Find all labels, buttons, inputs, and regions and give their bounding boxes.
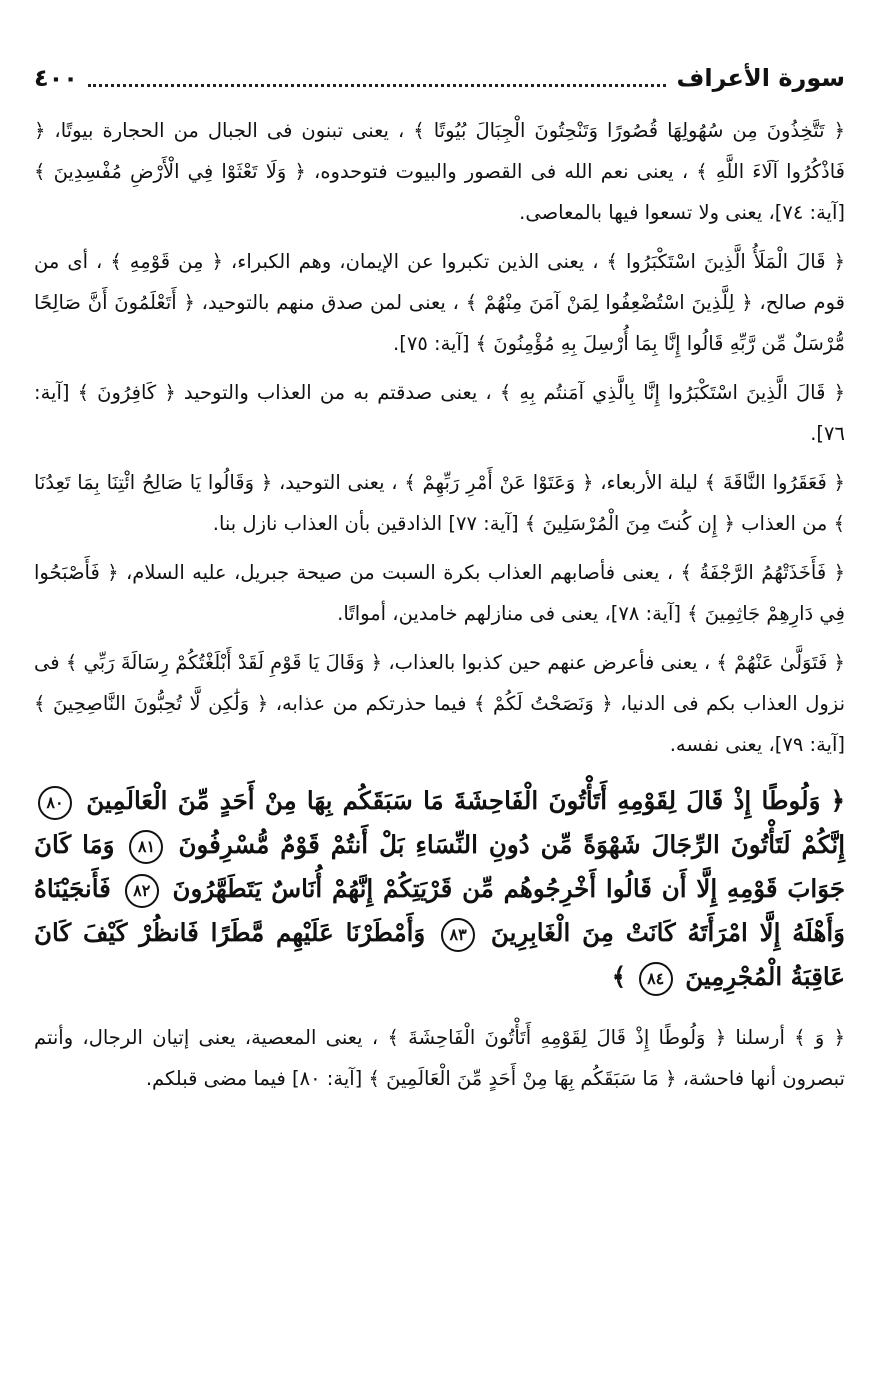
ayah-number-marker: ٨٠ xyxy=(38,786,72,820)
quran-verse-block xyxy=(34,779,845,999)
commentary-paragraph-4: ﴿ فَعَقَرُوا النَّاقَةَ ﴾ ليلة الأربعاء، ﴿ وَعَتَوْا عَنْ أَمْرِ رَبِّهِمْ ﴾ ، يعنى التوحيد، ﴿ وَقَالُوا يَا صَالِحُ ائْتِنَا بِمَا تَعِدُنَا ﴾ من العذاب ﴿ إِن كُنتَ مِنَ الْمُرْسَلِينَ ﴾ [آية: ٧٧] الذادقين بأن العذاب نازل بنا. xyxy=(34,471,845,535)
verse-text: إِنَّكُمْ لَتَأْتُونَ الرِّجَالَ شَهْوَةً مِّن دُونِ النِّسَاءِ بَلْ أَنتُمْ قَوْمٌ مُّسْرِفُونَ xyxy=(178,830,845,859)
verse-text: وَأَمْطَرْنَا عَلَيْهِم مَّطَرًا فَانظُرْ كَيْفَ كَانَ عَاقِبَةُ الْمُجْرِمِينَ xyxy=(34,918,845,991)
verse-close-bracket: ﴾ xyxy=(611,962,627,991)
ayah-number-marker: ٨٢ xyxy=(125,874,159,908)
page-header xyxy=(34,58,845,98)
ayah-number-marker: ٨٤ xyxy=(639,962,673,996)
surah-title: سورة الأعراف xyxy=(676,64,845,92)
ayah-number-marker: ٨١ xyxy=(129,830,163,864)
verse-text: فَأَنجَيْنَاهُ وَأَهْلَهُ إِلَّا امْرَأَتَهُ كَانَتْ مِنَ الْغَابِرِينَ xyxy=(34,874,846,947)
commentary-paragraph-5: ﴿ فَأَخَذَتْهُمُ الرَّجْفَةُ ﴾ ، يعنى فأصابهم العذاب بكرة السبت من صيحة جبريل، عليه السلام، ﴿ فَأَصْبَحُوا فِي دَارِهِمْ جَاثِمِينَ ﴾ [آية: ٧٨]، يعنى فى منازلهم خامدين، أمواتًا. xyxy=(34,561,845,625)
commentary-paragraph-3: ﴿ قَالَ الَّذِينَ اسْتَكْبَرُوا إِنَّا بِالَّذِي آمَنتُم بِهِ ﴾ ، يعنى صدقتم به من العذاب والتوحيد ﴿ كَافِرُونَ ﴾ [آية: ٧٦]. xyxy=(34,381,845,445)
commentary-paragraph-6: ﴿ فَتَوَلَّىٰ عَنْهُمْ ﴾ ، يعنى فأعرض عنهم حين كذبوا بالعذاب، ﴿ وَقَالَ يَا قَوْمِ لَقَدْ أَبْلَغْتُكُمْ رِسَالَةَ رَبِّي ﴾ فى نزول العذاب بكم فى الدنيا، ﴿ وَنَصَحْتُ لَكُمْ ﴾ فيما حذرتكم من عذابه، ﴿ وَلَٰكِن لَّا تُحِبُّونَ النَّاصِحِينَ ﴾ [آية: ٧٩]، يعنى نفسه. xyxy=(34,651,845,756)
commentary-paragraph-2: ﴿ قَالَ الْمَلَأُ الَّذِينَ اسْتَكْبَرُوا ﴾ ، يعنى الذين تكبروا عن الإيمان، وهم الكبراء، ﴿ مِن قَوْمِهِ ﴾ ، أى من قوم صالح، ﴿ لِلَّذِينَ اسْتُضْعِفُوا لِمَنْ آمَنَ مِنْهُمْ ﴾ ، يعنى لمن صدق منهم بالتوحيد، ﴿ أَتَعْلَمُونَ أَنَّ صَالِحًا مُّرْسَلٌ مِّن رَّبِّهِ قَالُوا إِنَّا بِمَا أُرْسِلَ بِهِ مُؤْمِنُونَ ﴾ [آية: ٧٥]. xyxy=(34,250,845,355)
commentary-paragraph-1: ﴿ تَتَّخِذُونَ مِن سُهُولِهَا قُصُورًا وَتَنْحِتُونَ الْجِبَالَ بُيُوتًا ﴾ ، يعنى تبنون فى الجبال من الحجارة بيوتًا، ﴿ فَاذْكُرُوا آلَاءَ اللَّهِ ﴾ ، يعنى نعم الله فى القصور والبيوت فتوحدوه، ﴿ وَلَا تَعْثَوْا فِي الْأَرْضِ مُفْسِدِينَ ﴾ [آية: ٧٤]، يعنى ولا تسعوا فيها بالمعاصى. xyxy=(34,119,845,224)
page-body xyxy=(34,110,845,1107)
page-number: ٤٠٠ xyxy=(34,64,78,92)
header-dotted-leader xyxy=(88,70,667,87)
ayah-number-marker: ٨٣ xyxy=(441,918,475,952)
verse-text: ﴿ وَلُوطًا إِذْ قَالَ لِقَوْمِهِ أَتَأْتُونَ الْفَاحِشَةَ مَا سَبَقَكُم بِهَا مِنْ أَحَدٍ مِّنَ الْعَالَمِينَ xyxy=(86,786,846,815)
verse-text: وَمَا كَانَ جَوَابَ قَوْمِهِ إِلَّا أَن قَالُوا أَخْرِجُوهُم مِّن قَرْيَتِكُمْ إِنَّهُمْ أُنَاسٌ يَتَطَهَّرُونَ xyxy=(34,830,846,903)
commentary-paragraph-7: ﴿ وَ ﴾ أرسلنا ﴿ وَلُوطًا إِذْ قَالَ لِقَوْمِهِ أَتَأْتُونَ الْفَاحِشَةَ ﴾ ، يعنى المعصية، يعنى إتيان الرجال، وأنتم تبصرون أنها فاحشة، ﴿ مَا سَبَقَكُم بِهَا مِنْ أَحَدٍ مِّنَ الْعَالَمِينَ ﴾ [آية: ٨٠] فيما مضى قبلكم. xyxy=(34,1026,845,1090)
